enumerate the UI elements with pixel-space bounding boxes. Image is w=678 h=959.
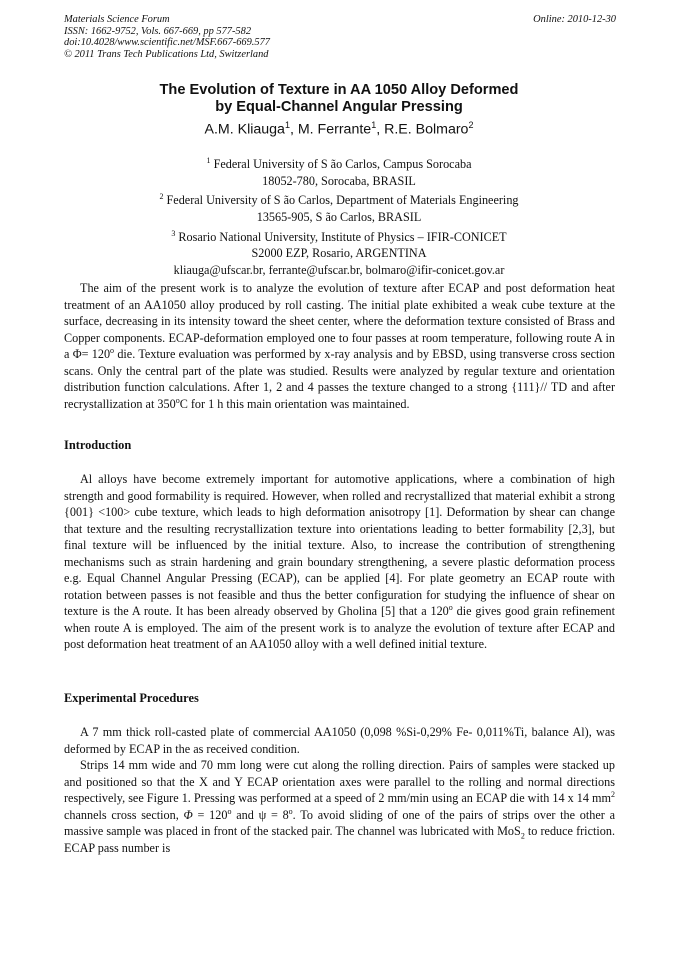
journal-issn: ISSN: 1662-9752, Vols. 667-669, pp 577-582 (64, 25, 252, 37)
paper-title (0, 82, 678, 116)
affiliation-3-address: S2000 EZP, Rosario, ARGENTINA (251, 246, 427, 261)
journal-name: Materials Science Forum (64, 14, 170, 25)
author-emails: kliauga@ufscar.br, ferrante@ufscar.br, bolmaro@ifir-conicet.gov.ar (173, 262, 505, 277)
journal-header (64, 14, 616, 60)
affiliation-2: $^2$ Federal University of S ão Carlos, Department of Materials Engineering (159, 192, 519, 208)
author-3: , R.E. Bolmaro (376, 121, 469, 138)
author-2-affil: 1 (371, 120, 377, 130)
journal-doi: doi:10.4028/www.scientific.net/MSF.667-669.577 (64, 37, 270, 48)
author-list (0, 117, 678, 139)
abstract-paragraph: The aim of the present work is to analyze the evolution of texture after ECAP and post deformation heat treatment of an AA1050 alloy produced by roll casting. The initial plate exhibited a weak cube texture at the surface, decreasing in its intensity toward the sheet center, where the deformation texture consisted of Brass and Copper components. ECAP-deformation employed one to four passes at room temperature, following route A in a $\Phi= 120^o$ die. Texture evaluation was performed by x-ray analysis and by EBSD, using transverse cross section scans. Only the central part of the plate was studied. Results were analyzed by regular texture and orientation distribution function calculations. After 1, 2 and 4 passes the texture changed to a strong {111}// TD and after recrystallization at 350$^o$C for 1 h this main orientation was maintained. (64, 281, 616, 411)
affiliation-3: $^3$ Rosario National University, Institute of Physics – IFIR-CONICET (171, 228, 507, 244)
introduction-heading: Introduction (64, 438, 132, 452)
title-line-1: The Evolution of Texture in AA 1050 Alloy Deformed (159, 82, 519, 98)
experimental-paragraph-2: Strips 14 mm wide and 70 mm long were cut along the rolling direction. Pairs of samples were stacked up and positioned so that the X and Y ECAP orientation axes were parallel to the rolling and normal directions respectively, see Figure 1. Pressing was performed at a speed of 2 mm/min using an ECAP die with 14 x 14 $mm^2$ channels cross section, $\Phi = 120^o$ and $\psi = 8^o$. To avoid sliding of one of the pairs of strips over the other a massive sample was placed in front of the stacked pair. The channel was lubricated with MoS$_2$ to reduce friction. ECAP pass number is (64, 758, 616, 855)
introduction-paragraph: Al alloys have become extremely important for automotive applications, where a combination of high strength and good formability is required. However, when rolled and recrystallized that material exhibit a strong {001} <100> cube texture, which leads to high deformation anisotropy [1]. Deformation by shear can change that texture and the resulting recrystallization texture into orientations leading to better formability [2,3], but final texture will be influenced by the initial texture. Also, to increase the contribution of strengthening mechanisms such as strain hardening and grain boundary strengthening, a severe plastic deformation process e.g. Equal Channel Angular Pressing (ECAP), can be applied [4]. For plate geometry an ECAP route with rotation between passes is not feasible and thus the better configuration for studying the influence of shear on texture is the A route. It has been already observed by Gholina [5] that a 120$^o$ die gives good grain refinement when route A is employed. The aim of the present work is to analyze the evolution of texture after ECAP and post deformation heat treatment of an AA1050 alloy with a well defined initial texture. (64, 472, 615, 652)
affiliations (0, 153, 678, 278)
affiliation-1: $^1$ Federal University of S ão Carlos, Campus Sorocaba (206, 156, 472, 172)
affiliation-1-address: 18052-780, Sorocaba, BRASIL (262, 173, 416, 188)
online-date: Online: 2010-12-30 (533, 14, 616, 25)
author-3-affil: 2 (468, 120, 474, 130)
title-line-2: by Equal-Channel Angular Pressing (215, 99, 463, 115)
experimental-paragraph-1: A 7 mm thick roll-casted plate of commercial AA1050 (0,098 %Si-0,29% Fe- 0,011%Ti, balance Al), was deformed by ECAP in the as received condition. (64, 725, 615, 756)
author-2: , M. Ferrante (289, 121, 372, 138)
introduction-body (64, 471, 615, 653)
author-1-affil: 1 (284, 120, 290, 130)
abstract (64, 280, 615, 412)
journal-copyright: © 2011 Trans Tech Publications Ltd, Switzerland (64, 48, 269, 60)
experimental-body (64, 724, 615, 856)
author-1: A.M. Kliauga (204, 121, 285, 138)
experimental-heading: Experimental Procedures (64, 691, 199, 705)
affiliation-2-address: 13565-905, S ão Carlos, BRASIL (256, 209, 422, 224)
